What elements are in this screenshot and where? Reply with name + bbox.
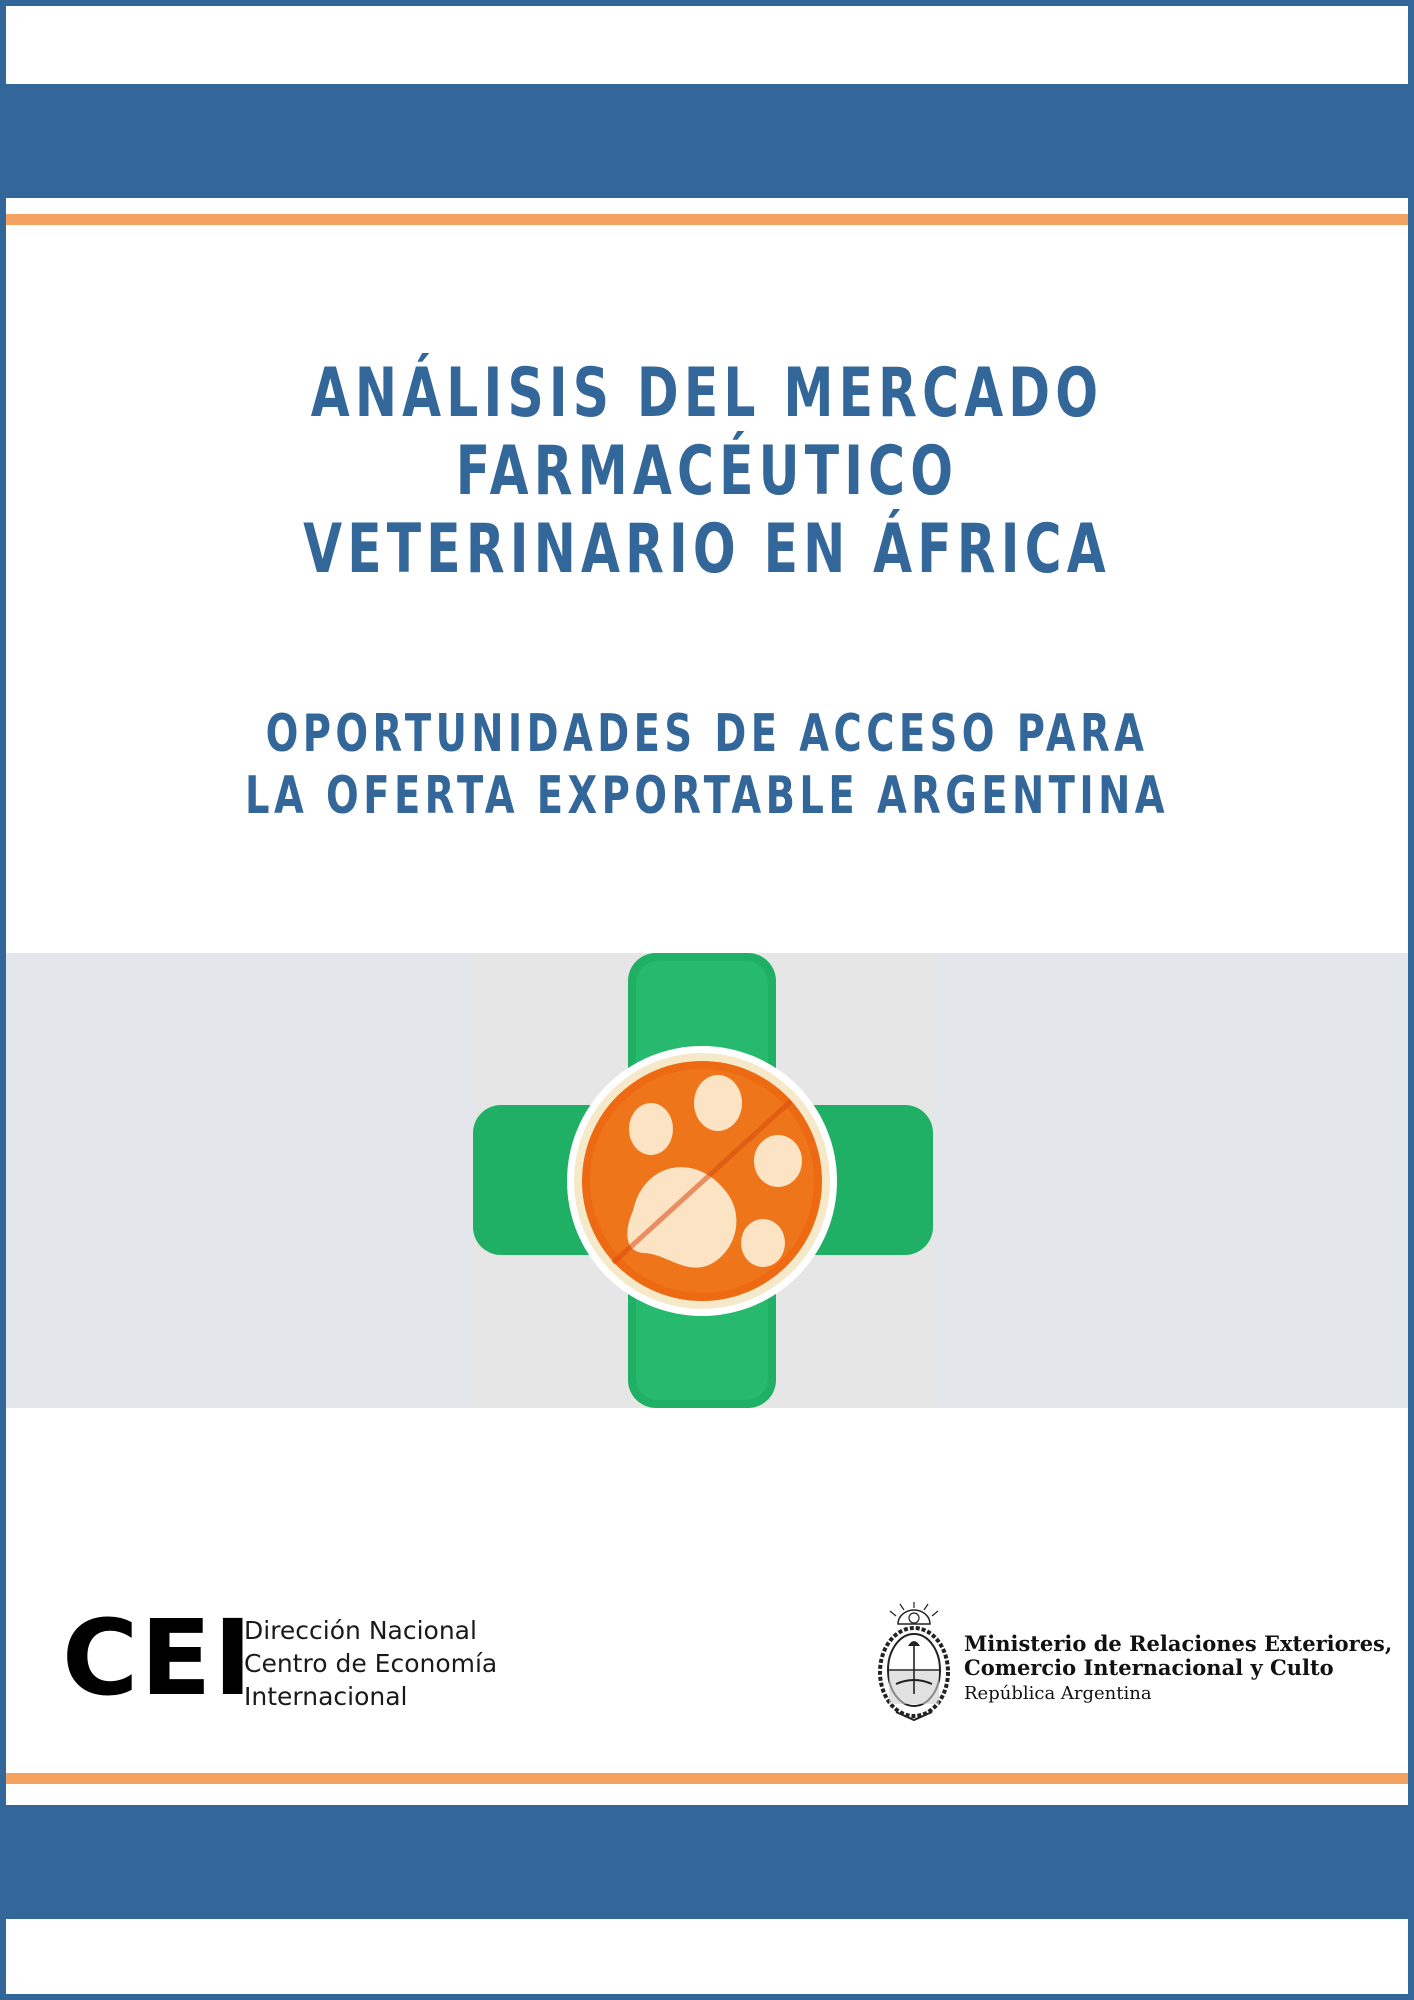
cei-name [244,1614,497,1713]
cei-line: Centro de Economía [244,1649,498,1678]
cei-line: Internacional [244,1682,408,1711]
ministry-line: Comercio Internacional y Culto [964,1655,1334,1680]
ministry-logo [874,1600,1394,1730]
ministry-line: Ministerio de Relaciones Exteriores, [964,1631,1393,1656]
coat-of-arms-icon [874,1600,954,1724]
header-accent-line [6,214,1408,225]
cei-line: Dirección Nacional [244,1616,477,1645]
title-line: VETERINARIO EN ÁFRICA [303,510,1111,589]
title-line: ANÁLISIS DEL MERCADO [310,354,1104,433]
ministry-country: República Argentina [964,1683,1152,1704]
subtitle-line: OPORTUNIDADES DE ACCESO PARA [265,704,1149,764]
document-subtitle [184,703,1230,827]
ministry-name [964,1632,1392,1708]
subtitle-line: LA OFERTA EXPORTABLE ARGENTINA [245,766,1169,826]
document-title [184,355,1230,589]
title-line: FARMACÉUTICO [455,432,959,511]
footer-accent-line [6,1773,1408,1784]
cei-acronym: CEI [62,1597,255,1719]
veterinary-cross-paw-icon [473,953,933,1408]
footer-band [0,1805,1414,1919]
header-band [0,84,1414,198]
cei-logo [62,1597,522,1719]
